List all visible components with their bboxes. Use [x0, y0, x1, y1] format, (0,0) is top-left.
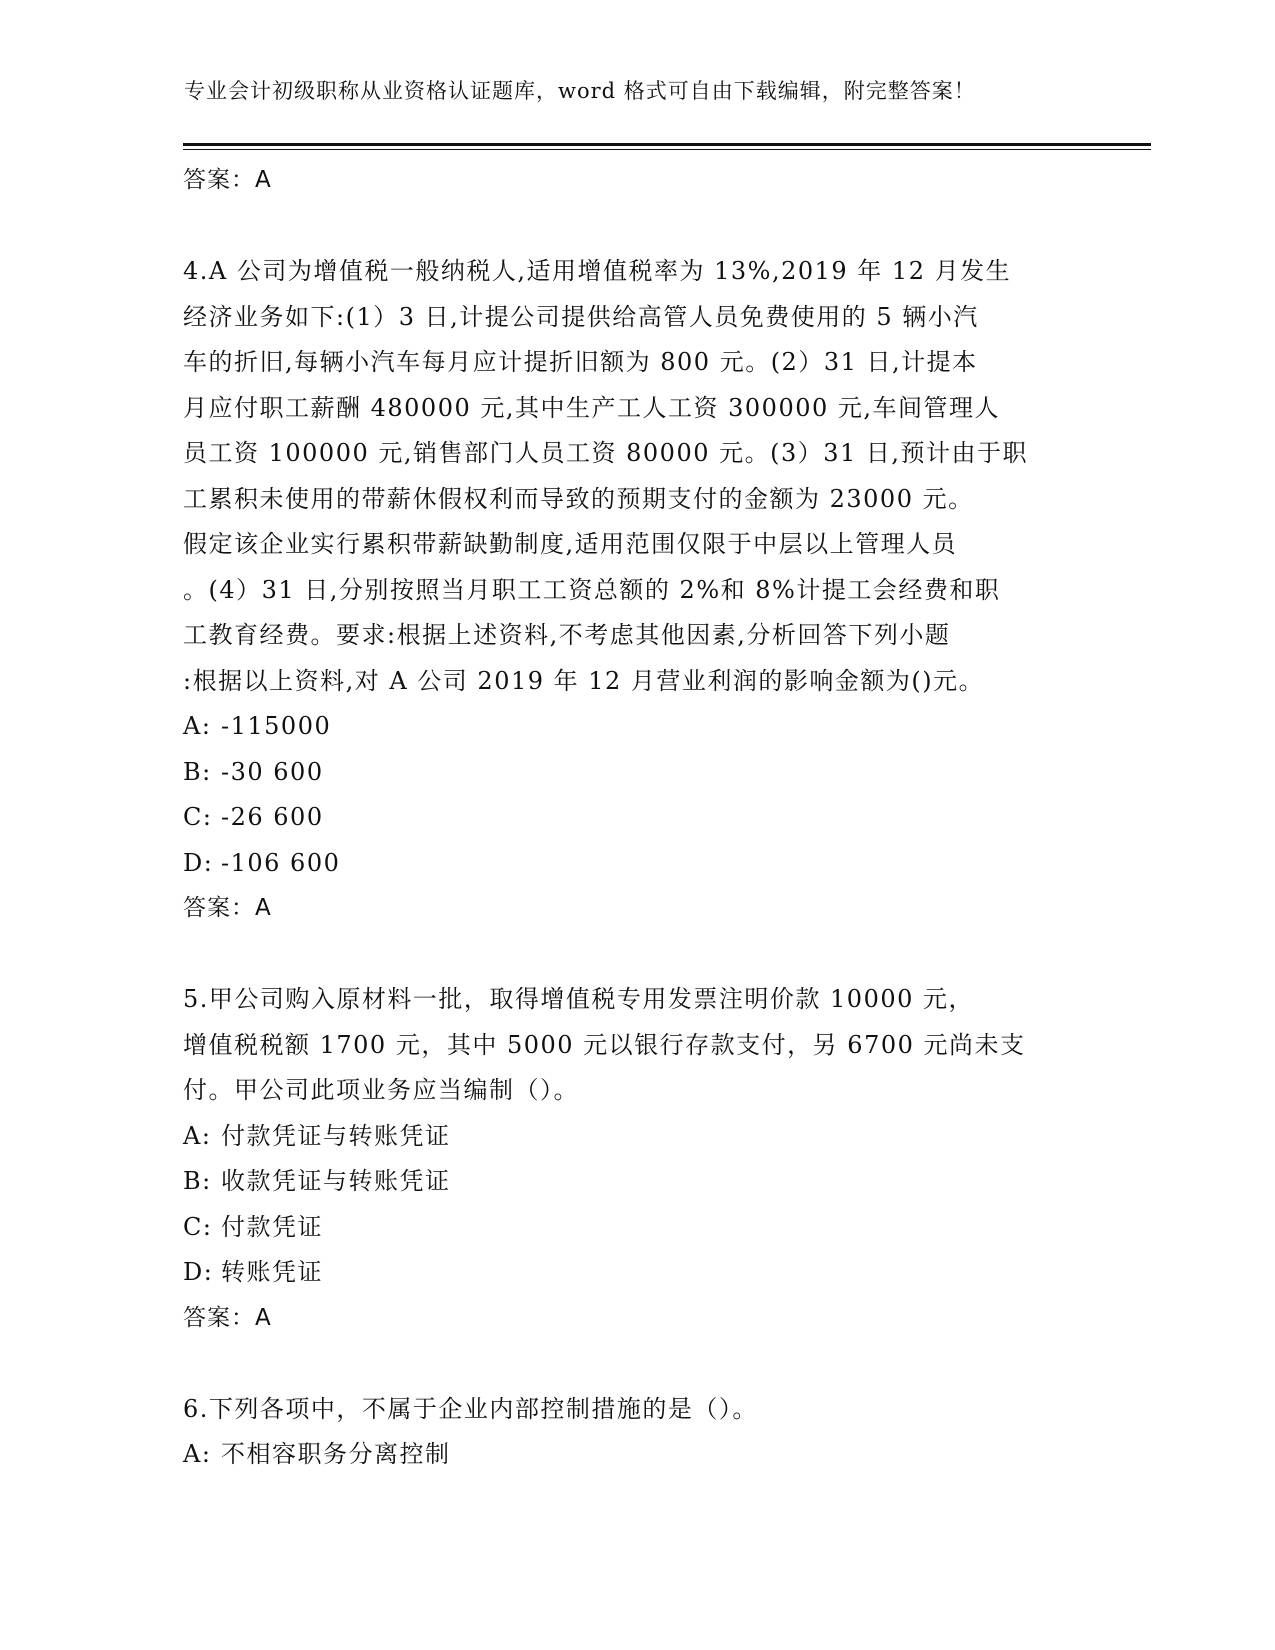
question-text-line: 经济业务如下:(1）3 日,计提公司提供给高管人员免费使用的 5 辆小汽: [183, 302, 979, 331]
option-d: [183, 841, 1083, 887]
answer-line: 答案：A: [183, 1304, 272, 1331]
option-text: -26 600: [221, 803, 324, 831]
option-a: [183, 1114, 1083, 1160]
option-key: C:: [183, 1212, 213, 1241]
option-a: [183, 1432, 1083, 1478]
option-text: 付款凭证与转账凭证: [221, 1121, 451, 1150]
question-text-line: :根据以上资料,对 A 公司 2019 年 12 月营业利润的影响金额为()元。: [183, 666, 985, 695]
spacer: [183, 931, 1083, 977]
question-text-line: 付。甲公司此项业务应当编制（）。: [183, 1076, 579, 1104]
option-key: B:: [183, 1167, 212, 1195]
question-block: [183, 1387, 1083, 1478]
option-key: B:: [183, 757, 212, 786]
option-key: D:: [183, 848, 214, 877]
option-key: C:: [183, 803, 213, 831]
question-text-line: 月应付职工薪酬 480000 元,其中生产工人工资 300000 元,车间管理人: [183, 393, 1001, 422]
option-a: [183, 704, 1083, 750]
question-text-line: 5.甲公司购入原材料一批，取得增值税专用发票注明价款 10000 元，: [183, 985, 975, 1013]
header-divider: [183, 143, 1151, 146]
question-block: [183, 977, 1083, 1341]
option-c: [183, 1205, 1083, 1251]
answer-line: 答案：A: [183, 895, 272, 921]
option-text: 转账凭证: [221, 1258, 323, 1286]
question-text-line: 。(4）31 日,分别按照当月职工工资总额的 2%和 8%计提工会经费和职: [183, 575, 1001, 604]
spacer: [183, 1341, 1083, 1387]
option-text: 不相容职务分离控制: [221, 1440, 451, 1468]
option-text: -30 600: [221, 757, 324, 786]
option-d: [183, 1250, 1083, 1296]
question-text-line: 假定该企业实行累积带薪缺勤制度,适用范围仅限于中层以上管理人员: [183, 530, 958, 558]
header-divider-thin: [183, 149, 1151, 150]
question-text-line: 4.A 公司为增值税一般纳税人,适用增值税率为 13%,2019 年 12 月发生: [183, 257, 1012, 285]
question-text-line: 员工资 100000 元,销售部门人员工资 80000 元。(3）31 日,预计由于职: [183, 439, 1029, 467]
option-b: [183, 750, 1083, 796]
option-b: [183, 1159, 1083, 1205]
option-text: -106 600: [221, 848, 341, 877]
answer-line: 答案：A: [183, 167, 272, 193]
option-key: A:: [183, 712, 212, 740]
option-key: D:: [183, 1258, 214, 1286]
option-c: [183, 795, 1083, 841]
option-text: -115000: [221, 712, 332, 740]
question-text-line: 6.下列各项中，不属于企业内部控制措施的是（）。: [183, 1394, 758, 1423]
option-key: A:: [183, 1440, 212, 1468]
question-block: [183, 249, 1083, 931]
question-content: [183, 158, 1083, 1478]
option-key: A:: [183, 1121, 212, 1150]
question-text-line: 增值税税额 1700 元，其中 5000 元以银行存款支付，另 6700 元尚未支: [183, 1030, 1026, 1059]
option-text: 收款凭证与转账凭证: [221, 1167, 451, 1195]
page-header: 专业会计初级职称从业资格认证题库，word 格式可自由下载编辑，附完整答案！: [184, 79, 976, 103]
question-text-line: 工教育经费。要求:根据上述资料,不考虑其他因素,分析回答下列小题: [183, 621, 951, 649]
spacer: [183, 203, 1083, 249]
question-text-line: 车的折旧,每辆小汽车每月应计提折旧额为 800 元。(2）31 日,计提本: [183, 348, 978, 376]
option-text: 付款凭证: [221, 1212, 323, 1241]
question-text-line: 工累积未使用的带薪休假权利而导致的预期支付的金额为 23000 元。: [183, 484, 974, 513]
